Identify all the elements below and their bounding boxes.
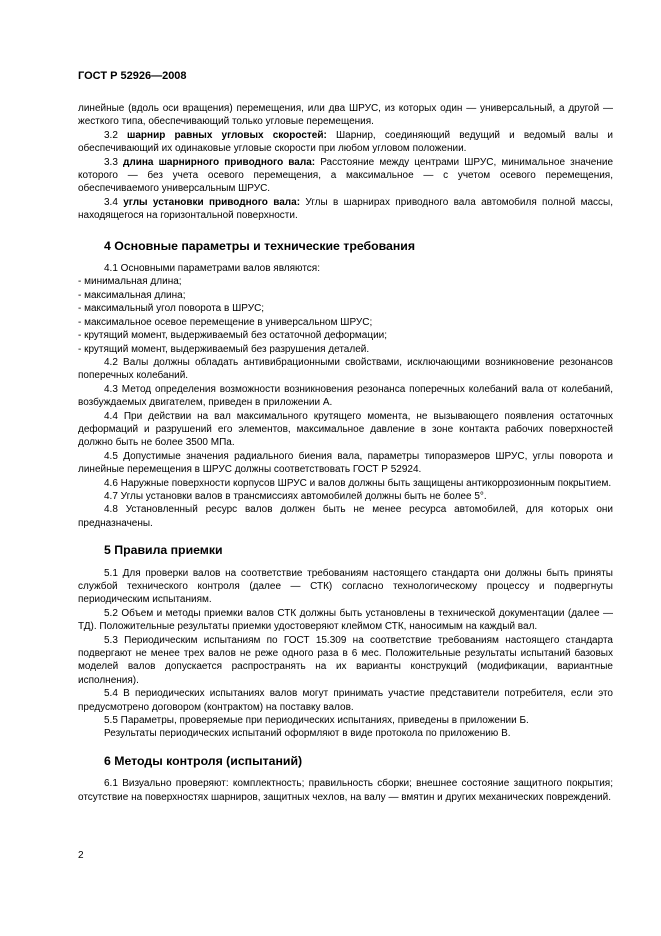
paragraph-6-1: 6.1 Визуально проверяют: комплектность; правильность сборки; внешнее состояние защитного покрытия; отсутствие на поверхностях шарниров, защитных чехлов, на валу — вмятин и других механических повреждений. xyxy=(78,778,613,803)
paragraph-4-8: 4.8 Установленный ресурс валов должен быть не менее ресурса автомобилей, для которых они предназначены. xyxy=(78,504,613,529)
paragraph-5-1: 5.1 Для проверки валов на соответствие требованиям настоящего стандарта они должны быть приняты службой технического контроля (далее — СТК) согласно технологическому процессу и подвергнуты периодическим испытаниям. xyxy=(78,567,613,606)
paragraph-4-7: 4.7 Углы установки валов в трансмиссиях автомобилей должны быть не более 5°. xyxy=(104,490,487,502)
section-4-heading: 4 Основные параметры и технические требования xyxy=(104,238,416,253)
paragraph-4-4: 4.4 При действии на вал максимального крутящего момента, не вызывающего появления остаточных деформаций и разрушений его элементов, максимальное давление в зоне контакта рабочих поверхностей должно быть не более 3500 МПа. xyxy=(78,410,613,449)
paragraph-4-5: 4.5 Допустимые значения радиального биения вала, параметры типоразмеров ШРУС, углы поворота и линейные перемещения в ШРУС должны соответствовать ГОСТ Р 52924. xyxy=(78,450,613,476)
paragraph-4-6: 4.6 Наружные поверхности корпусов ШРУС и валов должны быть защищены антикоррозионным покрытием. xyxy=(104,477,612,489)
paragraph-5-5-results: Результаты периодических испытаний оформляют в виде протокола по приложению В. xyxy=(104,728,511,740)
paragraph-4-3: 4.3 Метод определения возможности возникновения резонанса поперечных колебаний вала от колебаний, возбуждаемых двигателем, приведен в приложении А. xyxy=(78,383,613,409)
definition-text: Расстояние между центрами ШРУС, минимальное значение которого — без учета осевого перемещения, а максимальное — с учетом осевого перемещения, обеспечиваемого универсальным ШРУС. xyxy=(78,156,614,195)
parameter-list xyxy=(78,275,613,355)
list-item: - крутящий момент, выдерживаемый без разрушения деталей. xyxy=(78,343,370,355)
definition-term: шарнир равных угловых скоростей: xyxy=(127,129,327,141)
page-body xyxy=(78,102,613,804)
definition-term: углы установки приводного вала: xyxy=(123,196,301,208)
paragraph-5-2: 5.2 Объем и методы приемки валов СТК должны быть установлены в технической документации (далее — ТД). Положительные результаты приемки удостоверяют клеймом СТК, наносимым на каждый вал. xyxy=(78,607,613,633)
paragraph-4-1: 4.1 Основными параметрами валов являются: xyxy=(104,263,321,275)
paragraph-5-3: 5.3 Периодическим испытаниям по ГОСТ 15.309 на соответствие требованиям настоящего стандарта подвергают не менее трех валов не реже одного раза в 6 мес. Положительные результаты испытаний базовых моделей валов допускается распространять на их варианты конструкций (модификации, вариантные исполнения). xyxy=(78,634,613,686)
intro-continuation: линейные (вдоль оси вращения) перемещения, или два ШРУС, из которых один — универсальный, а другой — жесткого типа, обеспечивающий только угловые перемещения. xyxy=(78,103,613,128)
definition-3-2 xyxy=(78,129,613,156)
definition-3-4 xyxy=(78,196,613,223)
definition-text: Шарнир, соединяющий ведущий и ведомый валы и обеспечивающий их одинаковые угловые скорости при любом угловом положении. xyxy=(78,129,614,155)
list-item: - минимальная длина; xyxy=(78,276,182,288)
section-6-heading: 6 Методы контроля (испытаний) xyxy=(104,753,303,768)
paragraph-4-2: 4.2 Валы должны обладать антивибрационными свойствами, исключающими возникновение резонансов поперечных колебаний. xyxy=(78,356,613,382)
list-item: - максимальная длина; xyxy=(78,289,186,301)
list-item: - максимальное осевое перемещение в универсальном ШРУС; xyxy=(78,316,373,328)
list-item: - крутящий момент, выдерживаемый без остаточной деформации; xyxy=(78,330,388,342)
document-header: ГОСТ Р 52926—2008 xyxy=(78,70,187,82)
paragraph-5-4: 5.4 В периодических испытаниях валов могут принимать участие представители потребителя, если это предусмотрено договором (контрактом) на поставку валов. xyxy=(78,688,613,713)
section-5-heading: 5 Правила приемки xyxy=(104,543,223,558)
definition-number: 3.4 xyxy=(104,196,118,208)
definition-number: 3.2 xyxy=(104,129,118,141)
page-number: 2 xyxy=(78,850,84,861)
paragraph-5-5: 5.5 Параметры, проверяемые при периодических испытаниях, приведены в приложении Б. xyxy=(104,715,529,727)
definition-number: 3.3 xyxy=(104,156,118,168)
definition-3-3 xyxy=(78,156,613,196)
definition-term: длина шарнирного приводного вала: xyxy=(123,156,316,168)
definition-text: Углы в шарнирах приводного вала автомобиля полной массы, находящегося на горизонтальной поверхности. xyxy=(78,196,614,222)
list-item: - максимальный угол поворота в ШРУС; xyxy=(78,303,265,315)
